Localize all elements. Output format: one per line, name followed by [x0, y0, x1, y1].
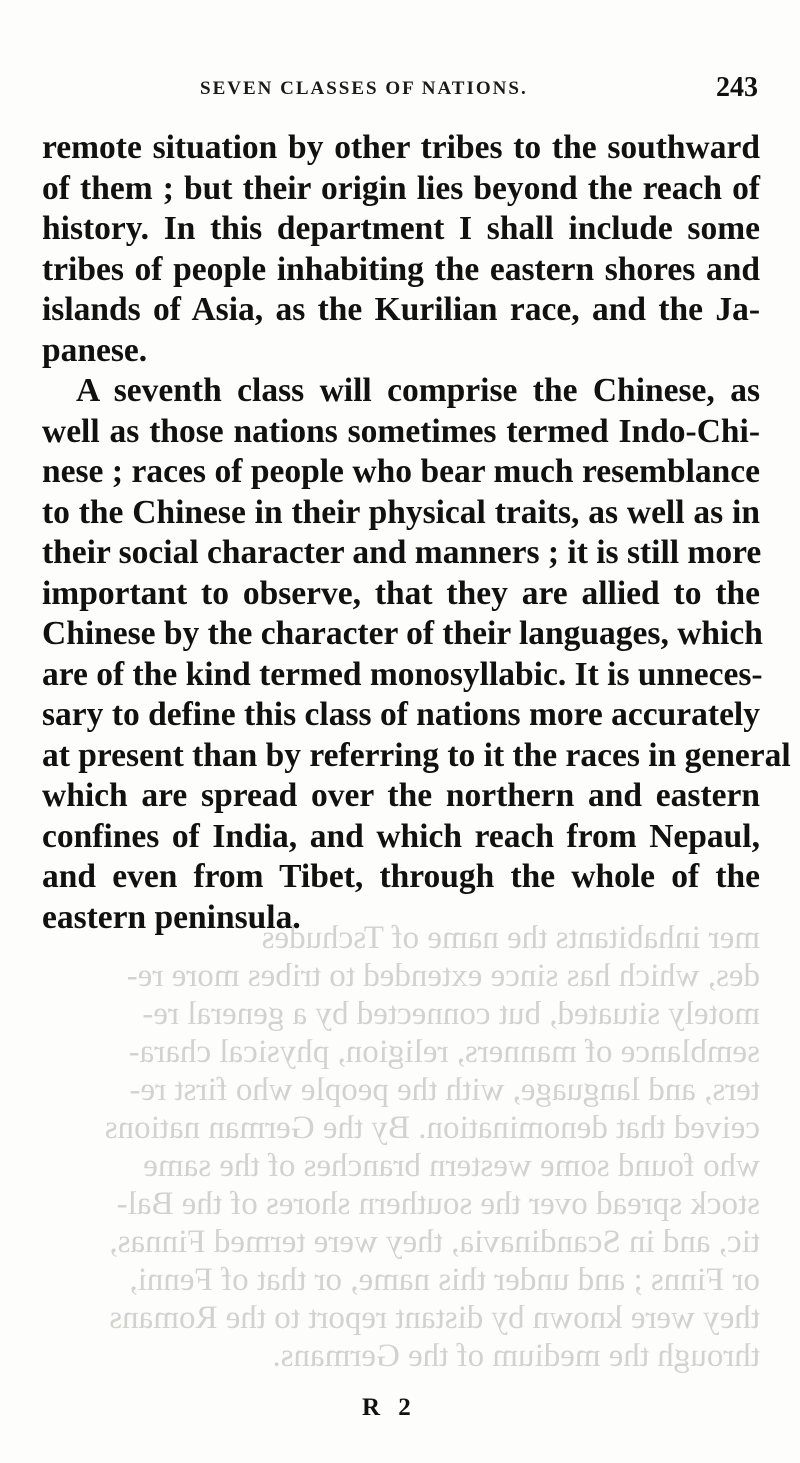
bleed-line: ters, and language, with the people who first re- [129, 1072, 760, 1108]
text-line: Chinese by the character of their languages, which [42, 615, 763, 652]
text-line: and even from Tibet, through the whole of the [42, 858, 760, 895]
text-line: are of the kind termed monosyllabic. It is unneces- [42, 655, 763, 693]
bleed-line: semblance of manners, religion, physical chara- [128, 1034, 760, 1070]
text-line: which are spread over the northern and eastern [42, 777, 760, 814]
bleed-line: they were known by distant report to the Romans [109, 1300, 760, 1336]
page-number: 243 [716, 72, 758, 103]
text-line: to the Chinese in their physical traits, as well as in [42, 493, 760, 531]
text-line: confines of India, and which reach from Nepaul, [42, 817, 760, 855]
text-line: at present than by referring to it the races in general [42, 736, 791, 774]
bleed-line: mer inhabitants the name of Tschudes [261, 920, 760, 956]
bleed-line: who found some western branches of the same [143, 1148, 760, 1184]
bleed-line: through the medium of the Germans. [272, 1338, 760, 1374]
bleed-line: tic, and in Scandinavia, they were termed Finnas, [109, 1224, 760, 1260]
text-line: tribes of people inhabiting the eastern shores and [42, 250, 760, 288]
text-line: of them ; but their origin lies beyond the reach of [42, 169, 760, 207]
bleed-line: motely situated, but connected by a general re- [142, 996, 760, 1032]
signature-mark: R 2 [362, 1394, 417, 1421]
text-line: remote situation by other tribes to the southward [42, 129, 760, 166]
bleed-line: or Finns ; and under this name, or that of Fenni, [129, 1262, 760, 1298]
text-line: A seventh class will comprise the Chinese, as [76, 372, 760, 409]
text-line: well as those nations sometimes termed Indo-Chi- [42, 412, 760, 450]
text-line: their social character and manners ; it is still more [42, 534, 762, 571]
text-line: islands of Asia, as the Kurilian race, and the Ja- [42, 291, 760, 328]
text-line: nese ; races of people who bear much resemblance [42, 453, 760, 490]
text-line: important to observe, that they are allied to the [42, 574, 760, 612]
text-line: sary to define this class of nations more accurately [42, 696, 760, 733]
paragraph [42, 128, 760, 371]
text-line: eastern peninsula. [42, 898, 301, 936]
body-text [42, 128, 791, 938]
paragraph [42, 371, 791, 938]
running-head: SEVEN CLASSES OF NATIONS. [200, 78, 528, 99]
text-line: history. In this department I shall include some [42, 210, 760, 247]
page-header [40, 72, 760, 112]
bleed-line: ceived that denomination. By the German nations [104, 1110, 760, 1146]
bleed-line: stock spread over the southern shores of the Bal- [116, 1186, 760, 1222]
text-line: panese. [42, 331, 148, 369]
bleed-line: des, which has since extended to tribes more re- [126, 958, 760, 994]
